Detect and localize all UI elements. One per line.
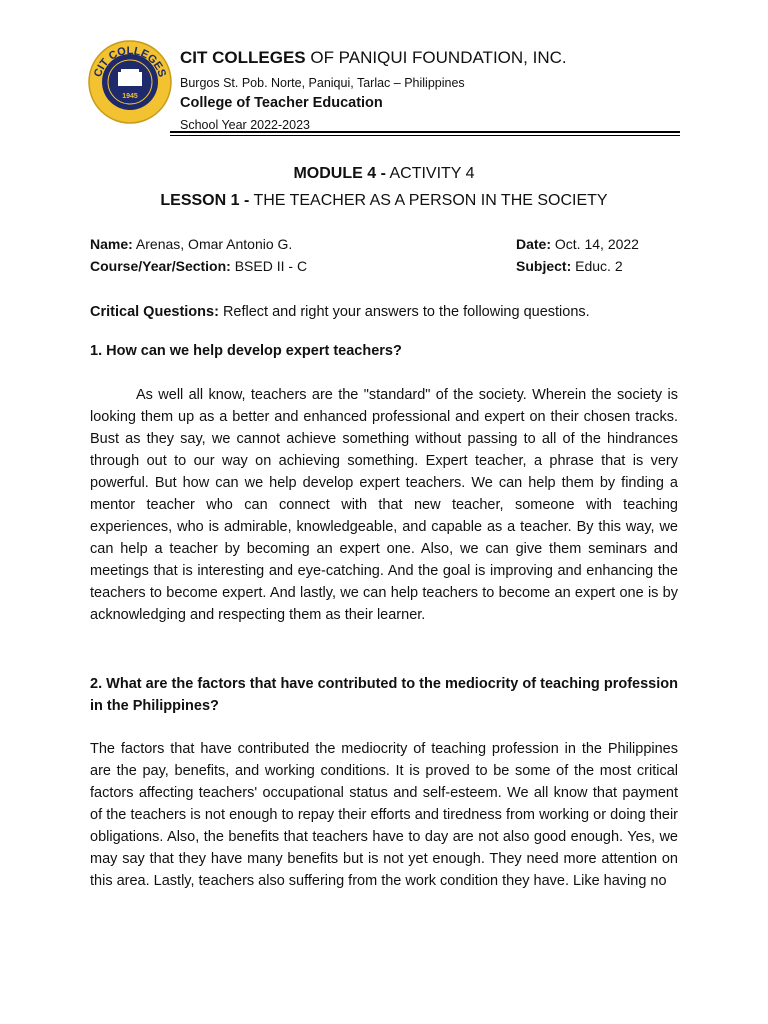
question-2: 2. What are the factors that have contributed to the mediocrity of teaching profession in the Philippines? — [90, 676, 678, 714]
institution-name: CIT COLLEGES OF PANIQUI FOUNDATION, INC. — [180, 48, 567, 67]
header-divider-thin — [170, 135, 680, 136]
answer-2: The factors that have contributed the mediocrity of teaching profession in the Philippines are the pay, benefits, and working conditions. It is proved to be some of the most critical factors affecting teachers' occupational status and self-esteem. We all know that payment of the teachers is not enough to repay their efforts and tiredness from working or doing their obligations. Also, the benefits that teachers have to day are not also good enough. Yes, we may say that they have many benefits but is not yet enough. They need more attention on this area. Lastly, teachers also suffering from the work condition they have. Like having no — [90, 741, 678, 889]
course-section: Course/Year/Section: BSED II - C — [90, 258, 308, 274]
school-year: School Year 2022-2023 — [180, 118, 310, 132]
date-field: Date: Oct. 14, 2022 — [516, 236, 639, 252]
critical-questions-instruction: Critical Questions: Reflect and right your answers to the following questions. — [90, 304, 590, 320]
college-logo — [88, 40, 172, 124]
institution-address: Burgos St. Pob. Norte, Paniqui, Tarlac – Philippines — [180, 76, 465, 90]
answer-1: As well all know, teachers are the "standard" of the society. Wherein the society is looking them up as a better and enhanced professional and expert on their chosen tracks. Bust as they say, we cannot achieve something without passing to all of the hindrances through out to our way on achieving something. Expert teacher, a phrase that is very powerful. But how can we help develop expert teachers. We can help them by finding a mentor teacher who can connect with that new teacher, someone with teaching experiences, who is admirable, knowledgeable, and capable as a teacher. By this way, we can help a teacher by becoming an expert one. Also, we can give them seminars and meetings that is interesting and eye-catching. And the goal is improving and enhancing the teachers to become expert. And lastly, we can help teachers to become an expert one is by acknowledging and respecting them as their learner. — [90, 387, 678, 623]
question-1: 1. How can we help develop expert teachers? — [90, 343, 402, 359]
student-name: Name: Arenas, Omar Antonio G. — [90, 236, 293, 252]
svg-text:PHILIPPINES: PHILIPPINES — [109, 97, 151, 112]
subject-field: Subject: Educ. 2 — [516, 258, 623, 274]
header-divider — [170, 131, 680, 133]
svg-text:1945: 1945 — [122, 93, 138, 100]
college-name: College of Teacher Education — [180, 95, 383, 111]
module-title: MODULE 4 - ACTIVITY 4 — [293, 165, 475, 182]
svg-text:CIT COLLEGES: CIT COLLEGES — [91, 45, 169, 79]
lesson-title: LESSON 1 - THE TEACHER AS A PERSON IN THE SOCIETY — [160, 192, 608, 209]
